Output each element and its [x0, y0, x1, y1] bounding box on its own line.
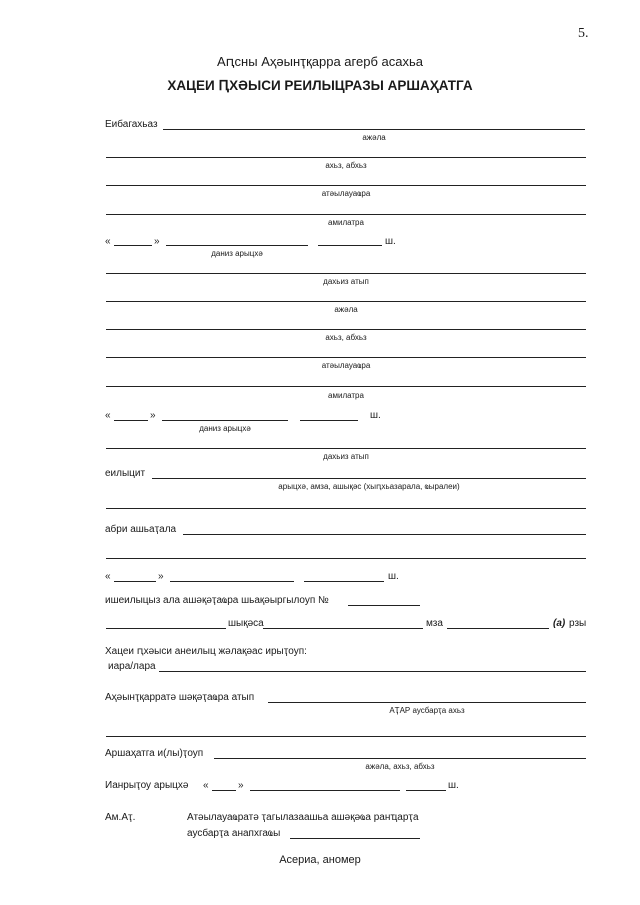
issue-day-field[interactable] — [212, 790, 236, 791]
quote-open-2: « — [105, 410, 111, 421]
document-title: ХАЦЕИ ԤХӘЫСИ РЕИЛЫЦРАЗЫ АРШАҲАТГА — [167, 78, 473, 93]
basis-field[interactable] — [183, 534, 586, 535]
registry-number-field[interactable] — [348, 605, 420, 606]
label-married: Еибагахьаз — [105, 119, 158, 130]
label-registry-number: ишеилыцыз ала ашәқәҭаҩра шьақәыргылоуп № — [105, 595, 329, 606]
quote-close-2: » — [150, 410, 156, 421]
first-names-field-2[interactable] — [106, 329, 586, 330]
birth-day-field-2[interactable] — [114, 420, 148, 421]
caption-birthplace-2: дахьиз атып — [323, 452, 369, 461]
signature-title-line1: Атәылауаҩратә ҭагылазаашьа ашәқәҩа ранҵарҭа — [187, 812, 419, 823]
unit-year-4: ш. — [448, 780, 459, 791]
married-name-field[interactable] — [163, 129, 585, 130]
document-subtitle: Аԥсны Аҳәынҭқарра агерб асахьа — [217, 54, 423, 69]
registry-day-field[interactable] — [447, 628, 549, 629]
basis-day-field[interactable] — [114, 581, 156, 582]
quote-close-3: » — [158, 571, 164, 582]
caption-family-name-2: ажәла — [334, 305, 358, 314]
issue-month-field[interactable] — [250, 790, 400, 791]
nationality-field[interactable] — [106, 185, 586, 186]
caption-issued-to: ажәла, ахьз, абхьз — [365, 762, 435, 771]
caption-nationality-2: атәылауаҩра — [321, 361, 371, 370]
registry-office-field-2[interactable] — [106, 736, 586, 737]
caption-family-name: ажәла — [362, 133, 386, 142]
nationality-field-2[interactable] — [106, 357, 586, 358]
citizenship-field[interactable] — [106, 214, 586, 215]
signature-field[interactable] — [290, 838, 420, 839]
first-names-field[interactable] — [106, 157, 586, 158]
divorce-date-field-2[interactable] — [106, 508, 586, 509]
label-issue-date: Ианрыҭоу арыцхә — [105, 780, 189, 791]
caption-birthdate: даниз арыцхә — [211, 249, 263, 258]
birthplace-field-2[interactable] — [106, 448, 586, 449]
label-stamp: Ам.Аҭ. — [105, 812, 136, 823]
birth-month-field[interactable] — [166, 245, 308, 246]
label-basis: абри ашьаҭала — [105, 524, 177, 535]
unit-year-3: ш. — [388, 571, 399, 582]
caption-registry-office: АҬАР аусбарҭа ахьз — [389, 706, 465, 715]
label-surnames-given: Хацеи ԥхәыси анеилыц жәлақәас ирыҭоуп: — [105, 646, 307, 657]
label-registry-office: Аҳәынҭқарратә шәқәҭаҩра атып — [105, 692, 255, 703]
registry-office-field[interactable] — [268, 702, 586, 703]
birth-month-field-2[interactable] — [162, 420, 288, 421]
label-year: шықәса — [228, 618, 264, 629]
label-issued-to: Аршаҳатга и(лы)ҭоуп — [105, 748, 204, 759]
issue-year-field[interactable] — [406, 790, 446, 791]
birthplace-field[interactable] — [106, 273, 586, 274]
quote-open-3: « — [105, 571, 111, 582]
unit-year: ш. — [385, 236, 396, 247]
issued-to-field[interactable] — [214, 758, 586, 759]
quote-open-4: « — [203, 780, 209, 791]
caption-birthdate-2: даниз арыцхә — [199, 424, 251, 433]
basis-month-field[interactable] — [170, 581, 294, 582]
surname-field[interactable] — [159, 671, 586, 672]
label-month: мза — [426, 618, 443, 629]
caption-citizenship: амилатра — [328, 218, 364, 227]
caption-birthplace: дахьиз атып — [323, 277, 369, 286]
quote-open: « — [105, 236, 111, 247]
caption-divorce-date: арыцхә, амза, ашықәс (хыԥхьазарала, ҩыралеи) — [278, 482, 460, 491]
quote-close: » — [154, 236, 160, 247]
basis-field-2[interactable] — [106, 558, 586, 559]
page-number: 5. — [578, 26, 589, 41]
label-a: (а) — [553, 618, 566, 629]
caption-nationality: атәылауаҩра — [321, 189, 371, 198]
family-name-field-2[interactable] — [106, 301, 586, 302]
series-number: Асериа, аномер — [279, 854, 361, 866]
caption-citizenship-2: амилатра — [328, 391, 364, 400]
citizenship-field-2[interactable] — [106, 386, 586, 387]
signature-title-line2: аусбарҭа анапхгаҩы — [187, 828, 281, 839]
caption-names: ахьз, абхьз — [325, 161, 367, 170]
unit-year-2: ш. — [370, 410, 381, 421]
registry-year-field[interactable] — [106, 628, 226, 629]
quote-close-4: » — [238, 780, 244, 791]
registry-month-field[interactable] — [263, 628, 423, 629]
label-he-she: иара/лара — [108, 661, 156, 672]
basis-year-field[interactable] — [304, 581, 384, 582]
birth-day-field[interactable] — [114, 245, 152, 246]
divorce-date-field[interactable] — [152, 478, 586, 479]
birth-year-field-2[interactable] — [300, 420, 358, 421]
label-for: рзы — [569, 618, 587, 629]
birth-year-field[interactable] — [318, 245, 382, 246]
caption-names-2: ахьз, абхьз — [325, 333, 367, 342]
label-divorced: еилыцит — [105, 468, 146, 479]
